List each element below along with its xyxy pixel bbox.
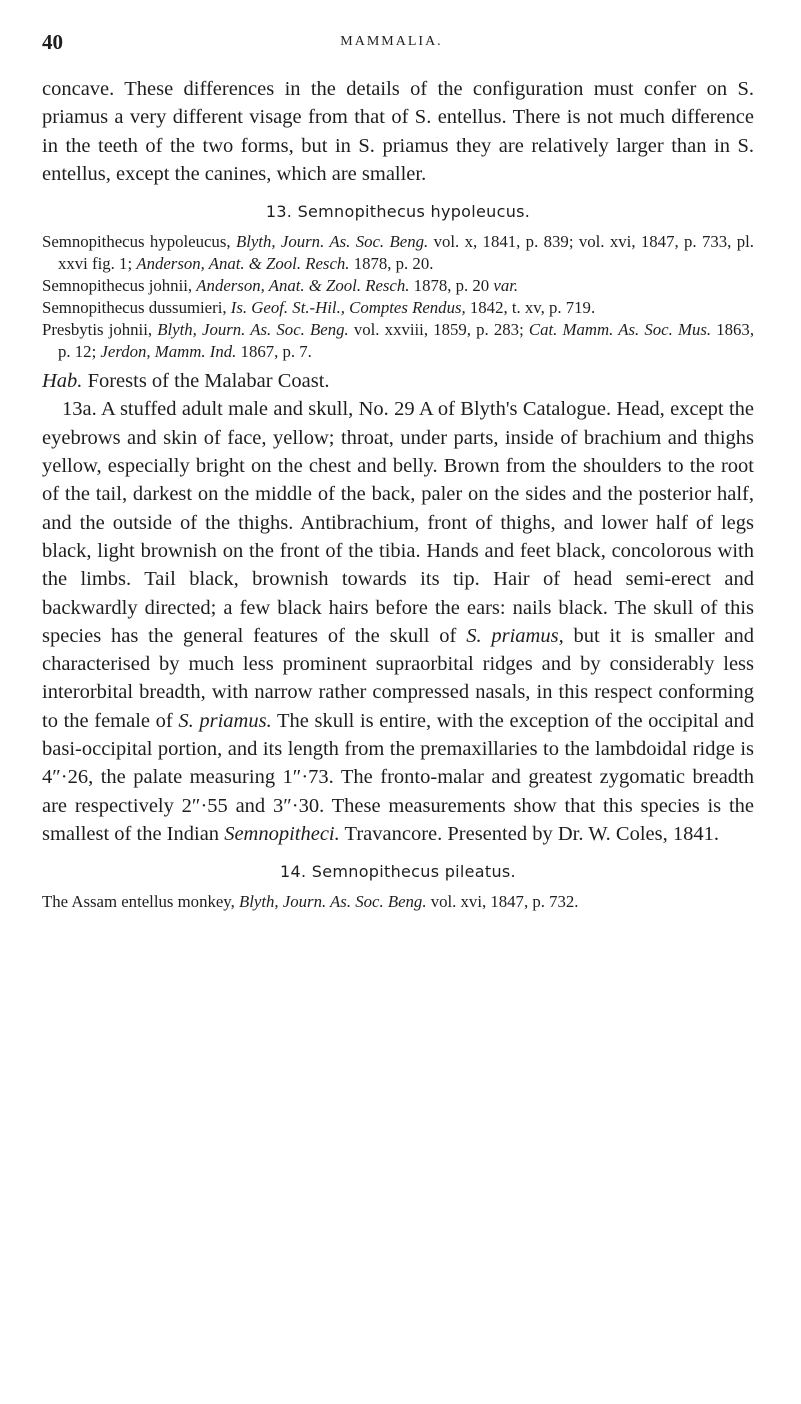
species-heading-13: 13. Semnopithecus hypoleucus. [265,202,531,222]
synonym-entry: Presbytis johnii, Blyth, Journ. As. Soc. Beng. vol. xxviii, 1859, p. 283; Cat. Mamm. As. Soc. Mus. 1863, p. 12; Jerdon, Mamm. Ind. 1867, p. 7. [42,320,755,362]
specimen-description: 13a. A stuffed adult male and skull, No. 29 A of Blyth's Catalogue. Head, except the eyebrows and skin of face, yellow; throat, under parts, inside of brachium and thighs yellow, especially bright on the chest and belly. Brown from the shoulders to the root of the tail, darkest on the middle of the back, paler on the sides and the posterior half, and the outside of the thighs. Antibrachium, front of thighs, and lower half of legs black, light brownish on the front of the tibia. Hands and feet black, concolorous with the limbs. Tail black, brownish towards its tip. Hair of head semi-erect and backwardly directed; a few black hairs before the ears: nails black. The skull of this species has the general features of the skull of S. priamus, but it is smaller and characterised by much less prominent supraorbital ridges and by considerably less interorbital breadth, with narrow rather compressed nasals, in this respect conforming to the female of S. priamus. The skull is entire, with the exception of the occipital and basi-occipital portion, and its length from the premaxillaries to the lambdoidal ridge is 4″·26, the palate measuring 1″·73. The fronto-malar and greatest zygomatic breadth are respectively 2″·55 and 3″·30. These measurements show that this species is the smallest of the Indian Semnopitheci. Travancore. Presented by Dr. W. Coles, 1841. [42,398,754,845]
page-header [42,30,741,60]
page-number: 40 [42,30,63,54]
synonym-entry: The Assam entellus monkey, Blyth, Journ. As. Soc. Beng. vol. xvi, 1847, p. 732. [42,892,579,912]
page-body [42,75,754,913]
habitat-line: Hab. Forests of the Malabar Coast. [42,370,330,393]
intro-paragraph: concave. These differences in the details of the configuration must confer on S. priamus a very different visage from that of S. entellus. There is not much difference in the teeth of the two forms, but in S. priamus they are relatively larger than in S. entellus, except the canines, which are smaller. [42,78,754,185]
synonym-entry: Semnopithecus hypoleucus, Blyth, Journ. As. Soc. Beng. vol. x, 1841, p. 839; vol. xvi, 1847, p. 733, pl. xxvi fig. 1; Anderson, Anat. & Zool. Resch. 1878, p. 20. [42,232,754,274]
synonym-entry: Semnopithecus dussumieri, Is. Geof. St.-Hil., Comptes Rendus, 1842, t. xv, p. 719. [42,298,596,318]
species-heading-14: 14. Semnopithecus pileatus. [280,862,516,882]
specimen-number: 13a. [62,398,97,421]
synonym-entry: Semnopithecus johnii, Anderson, Anat. & Zool. Resch. 1878, p. 20 var. [42,276,519,296]
running-head: MAMMALIA. [340,34,443,49]
